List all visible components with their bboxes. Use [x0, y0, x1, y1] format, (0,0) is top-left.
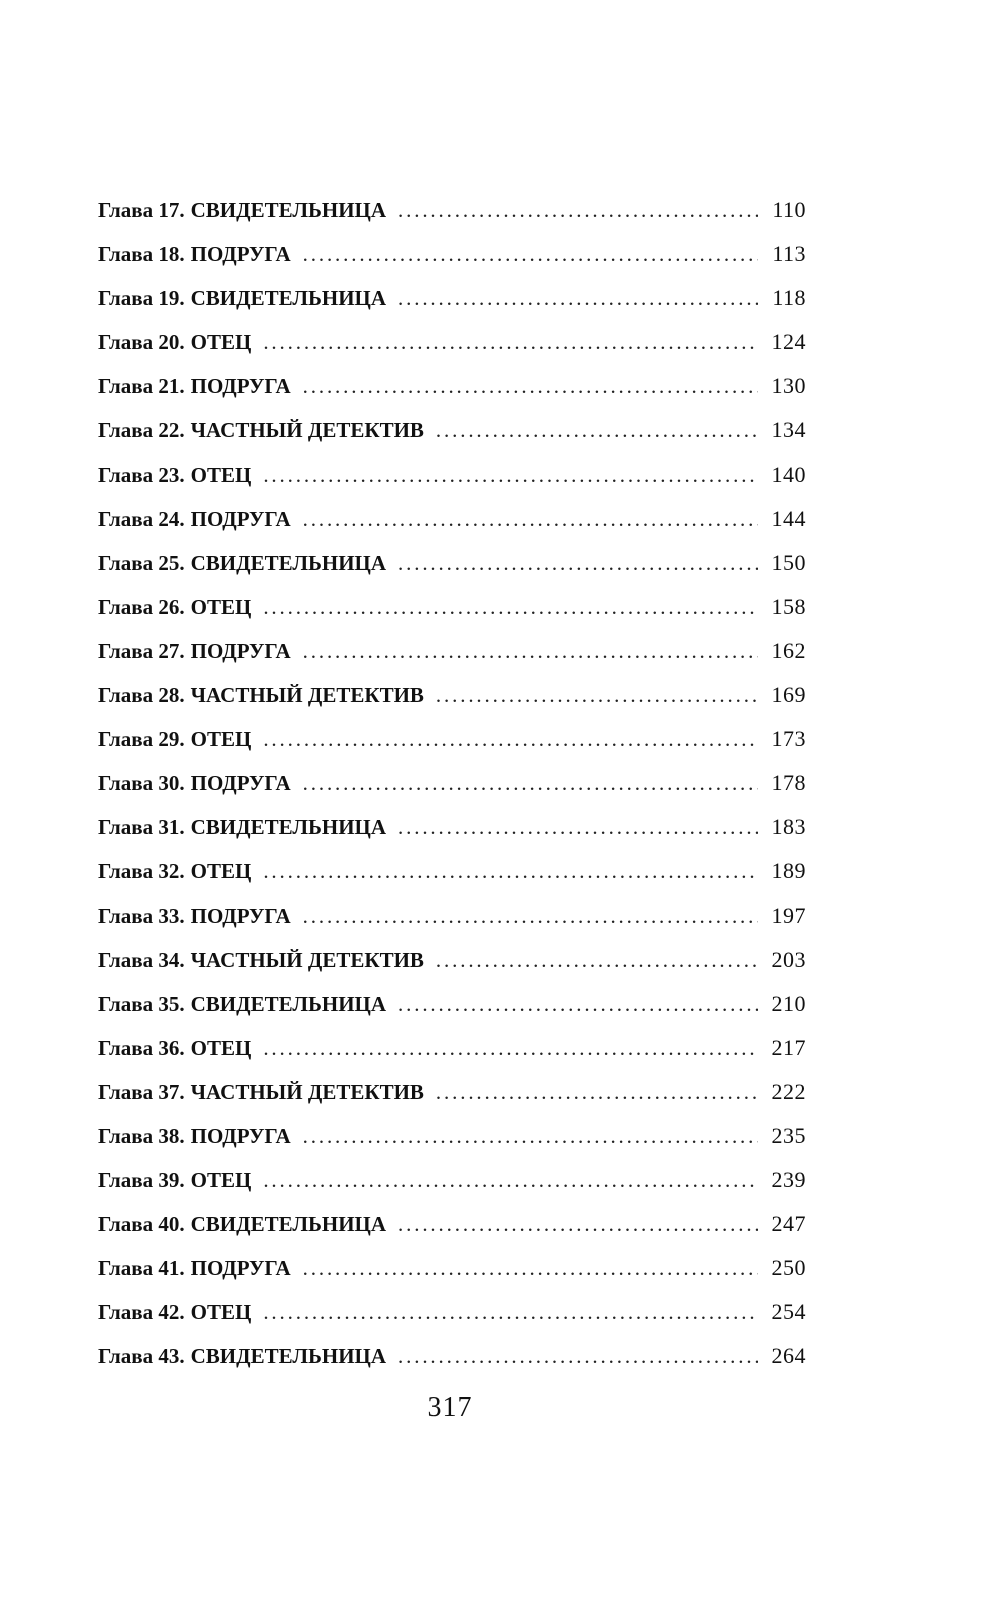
chapter-title: ОТЕЦ [190, 330, 252, 355]
chapter-title: ЧАСТНЫЙ ДЕТЕКТИВ [190, 683, 424, 708]
toc-entry [98, 1118, 806, 1162]
chapter-page-number: 158 [771, 593, 806, 619]
toc-entry [98, 677, 806, 721]
toc-entry [98, 1294, 806, 1338]
dot-leader [436, 412, 758, 448]
chapter-label: Глава 43. [98, 1344, 185, 1369]
toc-entry [98, 1162, 806, 1206]
chapter-title: ОТЕЦ [190, 594, 252, 619]
dot-leader [263, 1162, 758, 1198]
chapter-label: Глава 42. [98, 1300, 185, 1325]
toc-entry [98, 1030, 806, 1074]
toc-entry [98, 942, 806, 986]
chapter-label: Глава 29. [98, 727, 185, 752]
chapter-title: ЧАСТНЫЙ ДЕТЕКТИВ [190, 1079, 424, 1104]
dot-leader [436, 942, 758, 978]
chapter-title: СВИДЕТЕЛЬНИЦА [190, 1212, 387, 1237]
chapter-label: Глава 19. [98, 286, 185, 311]
chapter-title: ПОДРУГА [190, 638, 291, 663]
chapter-page-number: 217 [771, 1034, 806, 1060]
chapter-label: Глава 33. [98, 903, 185, 928]
chapter-page-number: 183 [771, 814, 806, 840]
toc-entry [98, 765, 806, 809]
chapter-title: СВИДЕТЕЛЬНИЦА [190, 1344, 387, 1369]
chapter-title: СВИДЕТЕЛЬНИЦА [190, 198, 387, 222]
toc-entry [98, 1250, 806, 1294]
chapter-title: ПОДРУГА [190, 506, 291, 531]
chapter-title: ОТЕЦ [190, 1300, 252, 1325]
toc-entry [98, 501, 806, 545]
toc-entry [98, 633, 806, 677]
chapter-page-number: 250 [771, 1255, 806, 1281]
chapter-title: ОТЕЦ [190, 1168, 252, 1193]
toc-entry [98, 898, 806, 942]
chapter-title: ПОДРУГА [190, 1256, 291, 1281]
dot-leader [263, 1030, 758, 1066]
chapter-page-number: 124 [771, 329, 806, 355]
chapter-page-number: 140 [771, 461, 806, 487]
chapter-label: Глава 38. [98, 1123, 185, 1148]
chapter-label: Глава 28. [98, 683, 185, 708]
chapter-label: Глава 41. [98, 1256, 185, 1281]
chapter-title: ОТЕЦ [190, 727, 252, 752]
toc-entry [98, 368, 806, 412]
chapter-title: СВИДЕТЕЛЬНИЦА [190, 991, 387, 1016]
dot-leader [263, 589, 758, 625]
toc-entry [98, 280, 806, 324]
chapter-title: СВИДЕТЕЛЬНИЦА [190, 815, 387, 840]
chapter-title: ПОДРУГА [190, 1123, 291, 1148]
chapter-title: ПОДРУГА [190, 771, 291, 796]
toc-entry [98, 1338, 806, 1382]
chapter-page-number: 222 [771, 1078, 806, 1104]
chapter-page-number: 113 [772, 241, 806, 267]
chapter-label: Глава 35. [98, 991, 185, 1016]
chapter-title: ОТЕЦ [190, 1035, 252, 1060]
chapter-label: Глава 36. [98, 1035, 185, 1060]
chapter-label: Глава 24. [98, 506, 185, 531]
chapter-page-number: 134 [771, 417, 806, 443]
dot-leader [303, 1118, 758, 1154]
dot-leader [263, 721, 758, 757]
chapter-label: Глава 30. [98, 771, 185, 796]
toc-entry [98, 236, 806, 280]
chapter-label: Глава 27. [98, 638, 185, 663]
toc-entry [98, 1074, 806, 1118]
chapter-label: Глава 22. [98, 418, 185, 443]
chapter-page-number: 254 [771, 1299, 806, 1325]
dot-leader [398, 280, 758, 316]
chapter-label: Глава 32. [98, 859, 185, 884]
dot-leader [303, 1250, 758, 1286]
dot-leader [303, 368, 758, 404]
chapter-label: Глава 37. [98, 1079, 185, 1104]
toc-entry [98, 412, 806, 456]
chapter-label: Глава 17. [98, 198, 185, 222]
chapter-label: Глава 40. [98, 1212, 185, 1237]
chapter-title: ПОДРУГА [190, 903, 291, 928]
chapter-title: СВИДЕТЕЛЬНИЦА [190, 550, 387, 575]
dot-leader [303, 501, 758, 537]
chapter-page-number: 203 [771, 946, 806, 972]
chapter-page-number: 110 [772, 197, 806, 222]
toc-entry [98, 545, 806, 589]
dot-leader [398, 1338, 758, 1374]
chapter-label: Глава 18. [98, 242, 185, 267]
dot-leader [436, 1074, 758, 1110]
chapter-label: Глава 21. [98, 374, 185, 399]
chapter-label: Глава 25. [98, 550, 185, 575]
chapter-label: Глава 31. [98, 815, 185, 840]
table-of-contents [98, 192, 806, 1383]
dot-leader [398, 1206, 758, 1242]
chapter-page-number: 144 [771, 505, 806, 531]
toc-entry [98, 324, 806, 368]
chapter-label: Глава 26. [98, 594, 185, 619]
chapter-title: СВИДЕТЕЛЬНИЦА [190, 286, 387, 311]
chapter-title: ПОДРУГА [190, 242, 291, 267]
chapter-page-number: 235 [771, 1122, 806, 1148]
chapter-page-number: 189 [771, 858, 806, 884]
page-number: 317 [427, 1392, 473, 1423]
chapter-label: Глава 34. [98, 947, 185, 972]
chapter-page-number: 162 [771, 637, 806, 663]
chapter-title: ЧАСТНЫЙ ДЕТЕКТИВ [190, 418, 424, 443]
toc-entry [98, 986, 806, 1030]
chapter-title: ПОДРУГА [190, 374, 291, 399]
dot-leader [263, 1294, 758, 1330]
dot-leader [436, 677, 758, 713]
dot-leader [303, 633, 758, 669]
dot-leader [398, 809, 758, 845]
toc-entry [98, 809, 806, 853]
dot-leader [398, 986, 758, 1022]
toc-entry [98, 457, 806, 501]
chapter-page-number: 150 [771, 549, 806, 575]
chapter-page-number: 178 [771, 770, 806, 796]
toc-entry [98, 721, 806, 765]
dot-leader [263, 457, 758, 493]
toc-entry [98, 589, 806, 633]
dot-leader [303, 236, 758, 272]
dot-leader [398, 192, 758, 228]
dot-leader [263, 324, 758, 360]
chapter-title: ОТЕЦ [190, 462, 252, 487]
chapter-page-number: 239 [771, 1167, 806, 1193]
chapter-page-number: 264 [771, 1343, 806, 1369]
dot-leader [303, 898, 758, 934]
dot-leader [398, 545, 758, 581]
chapter-page-number: 173 [771, 726, 806, 752]
chapter-page-number: 247 [771, 1211, 806, 1237]
toc-entry [98, 192, 806, 236]
chapter-page-number: 197 [771, 902, 806, 928]
chapter-label: Глава 39. [98, 1168, 185, 1193]
dot-leader [303, 765, 758, 801]
chapter-label: Глава 23. [98, 462, 185, 487]
chapter-label: Глава 20. [98, 330, 185, 355]
toc-entry [98, 853, 806, 897]
chapter-page-number: 118 [772, 285, 806, 311]
chapter-page-number: 130 [771, 373, 806, 399]
chapter-page-number: 169 [771, 682, 806, 708]
dot-leader [263, 853, 758, 889]
chapter-page-number: 210 [771, 990, 806, 1016]
toc-entry [98, 1206, 806, 1250]
chapter-title: ОТЕЦ [190, 859, 252, 884]
chapter-title: ЧАСТНЫЙ ДЕТЕКТИВ [190, 947, 424, 972]
